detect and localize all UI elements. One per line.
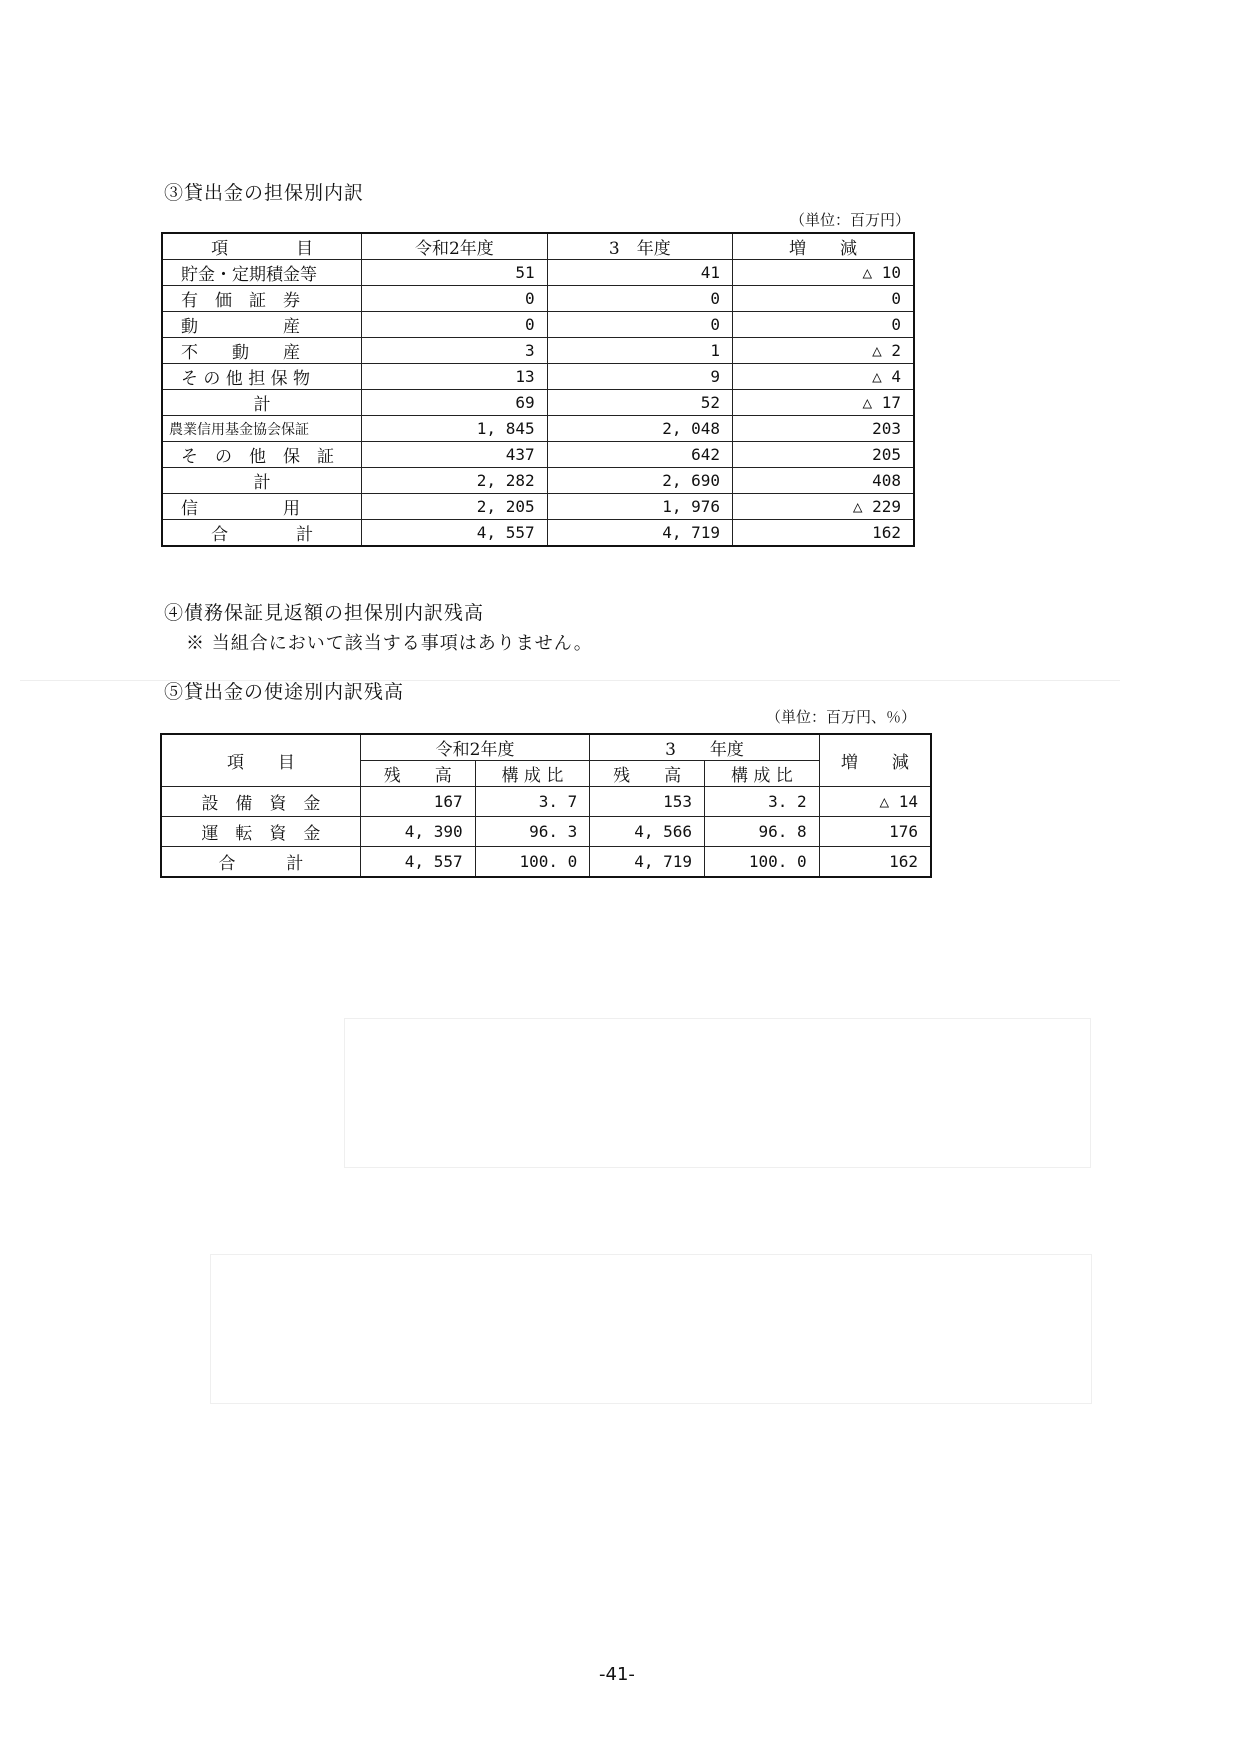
header-change: 増 減 — [733, 233, 915, 260]
table-row-total — [162, 520, 914, 547]
table-row — [162, 416, 914, 442]
row-value-year2: 0 — [547, 286, 732, 312]
row-value-year1: 3 — [362, 338, 547, 364]
row-value-change: △ 4 — [733, 364, 915, 390]
row-label: そ の 他 保 証 — [162, 442, 362, 468]
page-number: -41- — [599, 1664, 635, 1685]
table-header-row — [161, 734, 931, 761]
bleed-through-table — [344, 1018, 1091, 1168]
row-ratio-year2: 100. 0 — [705, 847, 820, 877]
row-value-year2: 1 — [547, 338, 732, 364]
row-label: 農業信用基金協会保証 — [162, 416, 362, 442]
row-label: 信 用 — [162, 494, 362, 520]
header-year2: 3 年度 — [547, 233, 732, 260]
row-ratio-year2: 3. 2 — [705, 787, 820, 817]
section4-note: ※ 当組合において該当する事項はありません。 — [186, 633, 593, 654]
row-balance-year2: 4, 719 — [590, 847, 705, 877]
row-value-year1: 69 — [362, 390, 547, 416]
header-item: 項 目 — [162, 233, 362, 260]
table-row — [162, 260, 914, 286]
row-value-change: △ 10 — [733, 260, 915, 286]
row-balance-year2: 153 — [590, 787, 705, 817]
row-value-change: 205 — [733, 442, 915, 468]
table-row — [161, 787, 931, 817]
row-value-year1: 0 — [362, 312, 547, 338]
row-label: 合 計 — [162, 520, 362, 547]
row-value-year1: 1, 845 — [362, 416, 547, 442]
row-ratio-year1: 100. 0 — [475, 847, 590, 877]
row-value-year2: 52 — [547, 390, 732, 416]
table-row — [162, 338, 914, 364]
table-row-total — [161, 847, 931, 877]
row-value-year2: 4, 719 — [547, 520, 732, 547]
row-value-change: 162 — [733, 520, 915, 547]
row-label: 合 計 — [161, 847, 360, 877]
table-row — [162, 286, 914, 312]
row-value-year2: 0 — [547, 312, 732, 338]
table-row — [162, 442, 914, 468]
row-label: 動 産 — [162, 312, 362, 338]
row-ratio-year1: 96. 3 — [475, 817, 590, 847]
row-label: 不 動 産 — [162, 338, 362, 364]
usage-table — [160, 733, 932, 878]
header-year1: 令和2年度 — [360, 734, 589, 761]
row-value-change: △ 17 — [733, 390, 915, 416]
row-value-year2: 642 — [547, 442, 732, 468]
row-label: 設 備 資 金 — [161, 787, 360, 817]
row-change: △ 14 — [819, 787, 931, 817]
row-value-year1: 13 — [362, 364, 547, 390]
row-value-change: 203 — [733, 416, 915, 442]
table-header-row — [162, 233, 914, 260]
row-label: 計 — [162, 390, 362, 416]
row-value-year1: 437 — [362, 442, 547, 468]
row-change: 162 — [819, 847, 931, 877]
header-year1: 令和2年度 — [362, 233, 547, 260]
row-value-change: 0 — [733, 286, 915, 312]
table-row — [162, 312, 914, 338]
row-value-year2: 9 — [547, 364, 732, 390]
section3-unit: （単位：百万円） — [790, 211, 911, 229]
table-row — [162, 364, 914, 390]
section5-unit: （単位：百万円、％） — [766, 708, 917, 726]
table-row — [162, 390, 914, 416]
row-value-year1: 2, 205 — [362, 494, 547, 520]
row-value-year2: 2, 048 — [547, 416, 732, 442]
collateral-table — [161, 232, 915, 547]
subheader-ratio: 構 成 比 — [475, 761, 590, 787]
section5-title: ⑤貸出金の使途別内訳残高 — [164, 681, 405, 703]
row-label: そ の 他 担 保 物 — [162, 364, 362, 390]
row-label: 貯金・定期積金等 — [162, 260, 362, 286]
table-row — [162, 494, 914, 520]
row-balance-year1: 4, 390 — [360, 817, 475, 847]
row-value-year2: 2, 690 — [547, 468, 732, 494]
row-value-year1: 4, 557 — [362, 520, 547, 547]
subheader-balance: 残 高 — [590, 761, 705, 787]
row-label: 有 価 証 券 — [162, 286, 362, 312]
section3-title: ③貸出金の担保別内訳 — [164, 182, 365, 204]
row-label: 運 転 資 金 — [161, 817, 360, 847]
table-row — [162, 468, 914, 494]
row-value-change: 0 — [733, 312, 915, 338]
row-ratio-year1: 3. 7 — [475, 787, 590, 817]
row-balance-year2: 4, 566 — [590, 817, 705, 847]
row-value-change: △ 2 — [733, 338, 915, 364]
bleed-through-table — [210, 1254, 1092, 1404]
row-value-year1: 0 — [362, 286, 547, 312]
row-value-change: 408 — [733, 468, 915, 494]
row-value-year1: 51 — [362, 260, 547, 286]
table-row — [161, 817, 931, 847]
row-value-year1: 2, 282 — [362, 468, 547, 494]
row-value-change: △ 229 — [733, 494, 915, 520]
row-value-year2: 41 — [547, 260, 732, 286]
subheader-ratio: 構 成 比 — [705, 761, 820, 787]
row-ratio-year2: 96. 8 — [705, 817, 820, 847]
row-label: 計 — [162, 468, 362, 494]
header-item: 項 目 — [161, 734, 360, 787]
row-balance-year1: 4, 557 — [360, 847, 475, 877]
row-change: 176 — [819, 817, 931, 847]
bleed-through-line — [20, 680, 1120, 681]
section4-title: ④債務保証見返額の担保別内訳残高 — [164, 602, 485, 624]
subheader-balance: 残 高 — [360, 761, 475, 787]
row-balance-year1: 167 — [360, 787, 475, 817]
row-value-year2: 1, 976 — [547, 494, 732, 520]
header-change: 増 減 — [819, 734, 931, 787]
header-year2: 3 年度 — [590, 734, 819, 761]
